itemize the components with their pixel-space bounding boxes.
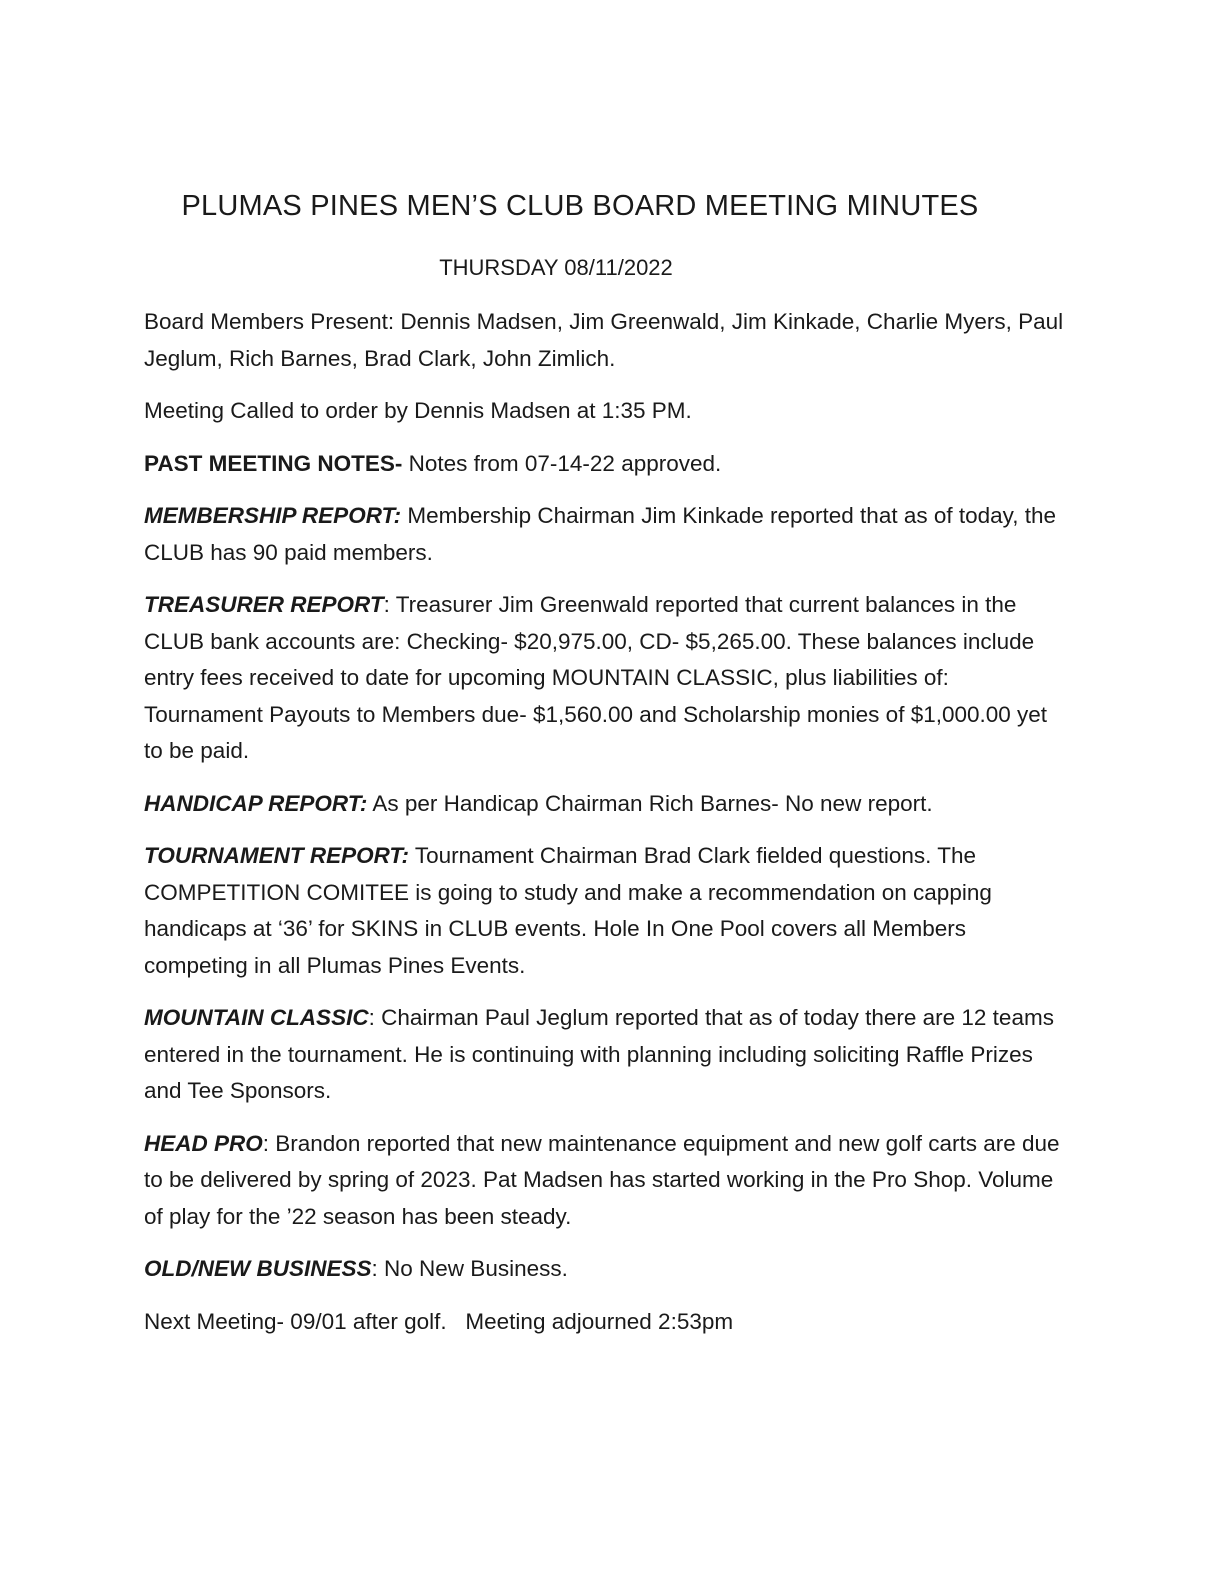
- mountain-classic-section: [144, 1000, 1064, 1110]
- section-text: Membership Chairman Jim Kinkade reported that as of today, the CLUB has 90 paid members.: [144, 503, 1057, 565]
- meeting-date: THURSDAY 08/11/2022: [439, 255, 673, 280]
- attendance-paragraph: Board Members Present: Dennis Madsen, Jim Greenwald, Jim Kinkade, Charlie Myers, Paul Jeglum, Rich Barnes, Brad Clark, John Zimlich.: [144, 309, 1064, 371]
- section-text: : Treasurer Jim Greenwald reported that current balances in the CLUB bank accounts are: Checking- $20,975.00, CD- $5,265.00. These balances include entry fees received to date for upcoming MOUNTAIN CLASSIC, plus liabilities of: Tournament Payouts to Members due- $1,560.00 and Scholarship monies of $1,000.00 yet to be paid.: [144, 592, 1048, 763]
- handicap-report-section: [144, 786, 1064, 823]
- section-heading: OLD/NEW BUSINESS: [144, 1256, 372, 1281]
- section-text: Tournament Chairman Brad Clark fielded questions. The COMPETITION COMITEE is going to study and make a recommendation on capping handicaps at ‘36’ for SKINS in CLUB events. Hole In One Pool covers all Members competing in all Plumas Pines Events.: [144, 843, 992, 978]
- called-to-order-paragraph: Meeting Called to order by Dennis Madsen at 1:35 PM.: [144, 398, 692, 423]
- tournament-report-section: [144, 838, 1064, 984]
- section-heading: HANDICAP REPORT:: [144, 790, 368, 816]
- section-heading: HEAD PRO: [144, 1130, 263, 1156]
- section-text: : No New Business.: [371, 1256, 568, 1281]
- old-new-business-section: [144, 1251, 1064, 1288]
- membership-report-section: [144, 498, 1064, 571]
- section-heading: PAST MEETING NOTES-: [144, 450, 403, 476]
- closing-paragraph: Next Meeting- 09/01 after golf. Meeting adjourned 2:53pm: [144, 1308, 734, 1334]
- section-text: : Brandon reported that new maintenance equipment and new golf carts are due to be delivered by spring of 2023. Pat Madsen has started working in the Pro Shop. Volume of play for the ’22 season has been steady.: [144, 1130, 1060, 1229]
- past-meeting-notes-section: [144, 446, 1064, 483]
- head-pro-section: [144, 1126, 1064, 1236]
- document-title: PLUMAS PINES MEN’S CLUB BOARD MEETING MINUTES: [181, 190, 979, 222]
- section-text: : Chairman Paul Jeglum reported that as of today there are 12 teams entered in the tournament. He is continuing with planning including soliciting Raffle Prizes and Tee Sponsors.: [144, 1005, 1054, 1103]
- section-heading: MEMBERSHIP REPORT:: [144, 503, 402, 528]
- section-heading: TREASURER REPORT: [144, 592, 384, 617]
- section-heading: TOURNAMENT REPORT:: [144, 843, 410, 868]
- section-text: As per Handicap Chairman Rich Barnes- No new report.: [367, 790, 933, 816]
- minutes-body: [144, 304, 1064, 1356]
- section-text: Notes from 07-14-22 approved.: [402, 450, 722, 476]
- treasurer-report-section: [144, 587, 1064, 770]
- section-heading: MOUNTAIN CLASSIC: [144, 1005, 369, 1030]
